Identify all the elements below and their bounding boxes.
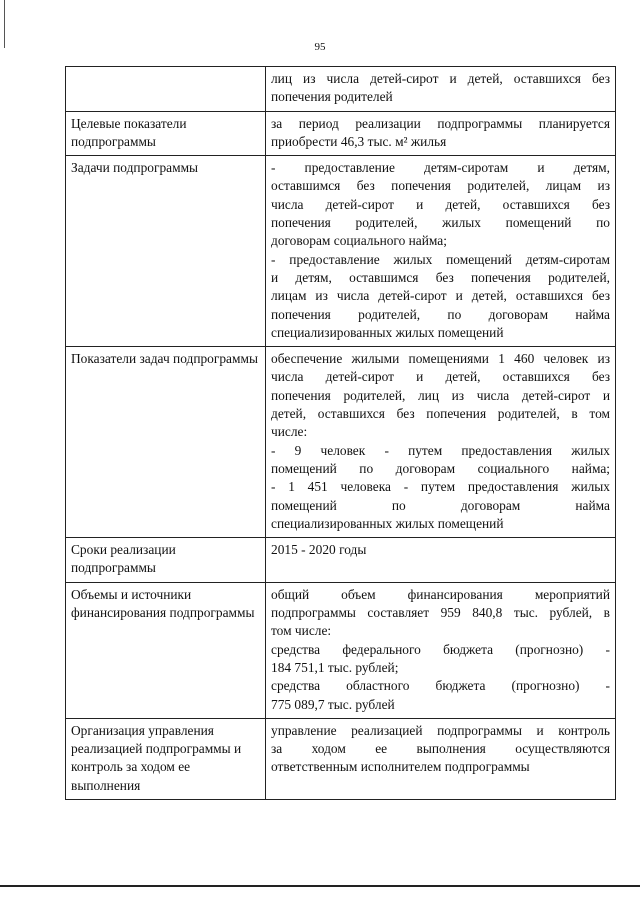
row-value-line: обеспечение жилыми помещениями 1 460 человек из <box>271 351 610 367</box>
row-value-line: приобрести 46,3 тыс. м² жилья <box>271 133 447 149</box>
table-row <box>66 67 616 112</box>
row-value-line: - предоставление жилых помещений детям-сиротам <box>271 251 610 267</box>
row-value-line: числе: <box>271 424 308 440</box>
row-value-cell <box>266 718 616 799</box>
row-value-line: 2015 - 2020 годы <box>271 542 367 558</box>
row-value-line: попечения родителей <box>271 89 393 105</box>
table-row <box>66 347 616 538</box>
row-value-line: - предоставление детям-сиротам и детям, <box>271 160 610 176</box>
row-value-line: попечения родителей, жилых помещений по <box>271 215 610 231</box>
page-number: 95 <box>314 41 326 53</box>
row-value-cell <box>266 582 616 718</box>
row-value-line: - 1 451 человека - путем предоставления жилых <box>271 479 610 495</box>
table-row <box>66 111 616 156</box>
row-label: Организация управления реализацией подпрограммы и контроль за ходом ее выполнения <box>71 722 242 793</box>
table-row <box>66 718 616 799</box>
row-value-line: средства федерального бюджета (прогнозно) - <box>271 641 610 657</box>
row-value-line: детей, оставшихся без попечения родителей, в том <box>271 406 610 422</box>
row-value-line: управление реализацией подпрограммы и контроль <box>271 722 610 738</box>
row-value-line: 775 089,7 тыс. рублей <box>271 696 395 712</box>
row-label: Объемы и источники финансирования подпрограммы <box>71 586 255 621</box>
table-row <box>66 156 616 347</box>
row-value-line: ответственным исполнителем подпрограммы <box>271 759 530 775</box>
row-value-line: лиц из числа детей-сирот и детей, оставшихся без <box>271 71 610 86</box>
row-value-line: общий объем финансирования мероприятий <box>271 586 610 602</box>
row-value-line: подпрограммы составляет 959 840,8 тыс. рублей, в <box>271 605 610 621</box>
row-label: Сроки реализации подпрограммы <box>71 542 176 576</box>
row-label-cell <box>66 347 266 538</box>
row-value-line: лицам из числа детей-сирот и детей, оставшихся без <box>271 288 610 304</box>
row-label: Задачи подпрограммы <box>71 160 199 176</box>
row-value-cell <box>266 347 616 538</box>
subprogram-passport-table <box>65 66 616 800</box>
row-value-line: за период реализации подпрограммы планируется <box>271 115 610 131</box>
row-value-line: оставшимся без попечения родителей, лицам из <box>271 178 610 194</box>
row-value-line: попечения родителей, лиц из числа детей-сирот и <box>271 387 610 403</box>
row-label: Целевые показатели подпрограммы <box>71 115 187 149</box>
row-value-cell <box>266 111 616 156</box>
row-label-cell <box>66 538 266 583</box>
row-value-line: и детям, оставшимся без попечения родителей, <box>271 269 610 285</box>
row-value-line: том числе: <box>271 623 332 639</box>
row-label-cell <box>66 718 266 799</box>
row-value-line: помещений по договорам найма <box>271 497 610 513</box>
row-value-line: числа детей-сирот и детей, оставшихся без <box>271 196 610 212</box>
row-value-line: средства областного бюджета (прогнозно) - <box>271 678 610 694</box>
row-value-cell <box>266 538 616 583</box>
row-label-cell <box>66 67 266 112</box>
row-value-cell <box>266 67 616 112</box>
row-value-line: попечения родителей, по договорам найма <box>271 306 610 322</box>
row-value-line: договорам социального найма; <box>271 233 447 249</box>
row-value-line: числа детей-сирот и детей, оставшихся без <box>271 369 610 385</box>
row-label-cell <box>66 582 266 718</box>
row-value-line: специализированных жилых помещений <box>271 515 504 531</box>
table-row <box>66 538 616 583</box>
row-label: Показатели задач подпрограммы <box>71 351 258 367</box>
row-label-cell <box>66 156 266 347</box>
row-value-line: за ходом ее выполнения осуществляются <box>271 741 610 757</box>
table-row <box>66 582 616 718</box>
row-value-line: специализированных жилых помещений <box>271 324 504 340</box>
row-value-line: - 9 человек - путем предоставления жилых <box>271 442 610 458</box>
row-value-line: 184 751,1 тыс. рублей; <box>271 659 399 675</box>
row-value-cell <box>266 156 616 347</box>
bottom-rule <box>0 885 640 887</box>
row-label-cell <box>66 111 266 156</box>
row-value-line: помещений по договорам социального найма; <box>271 460 610 476</box>
